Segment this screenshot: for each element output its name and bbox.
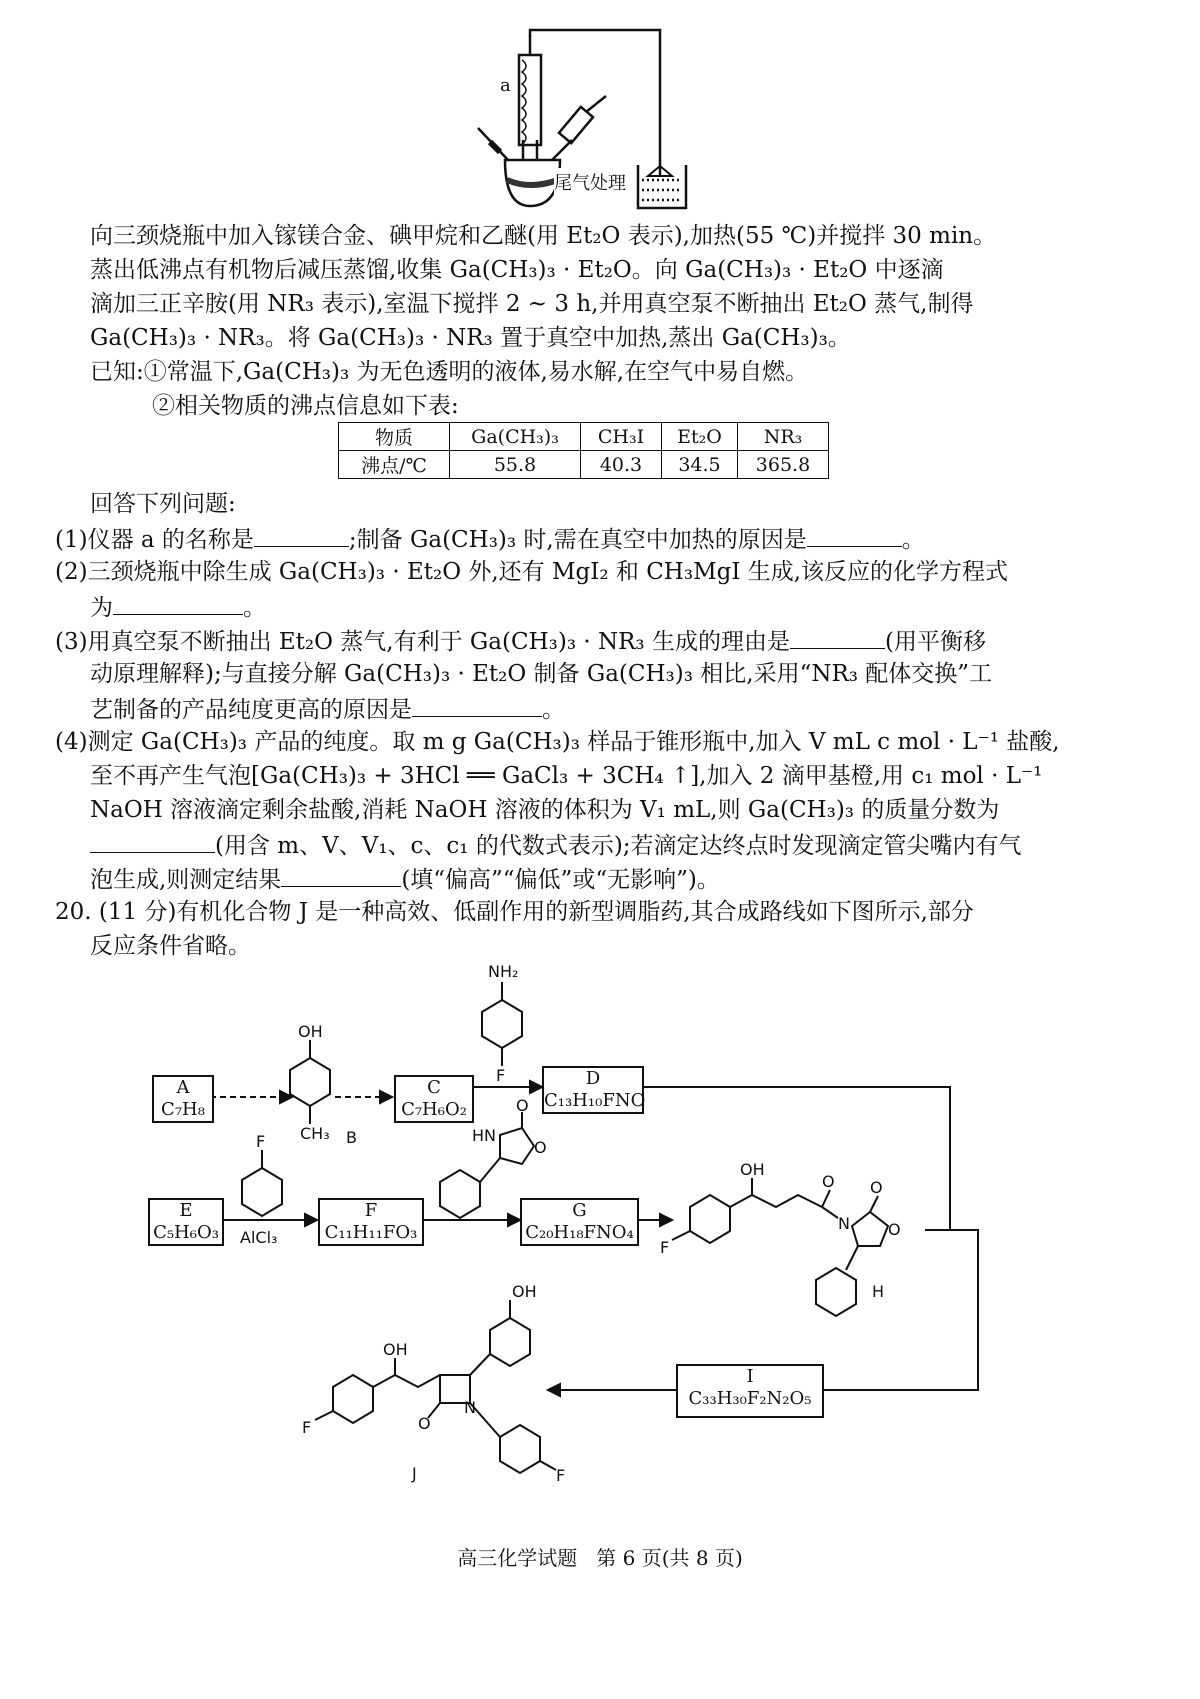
atom-n: N [464,1398,476,1417]
compound-c-box [394,1075,474,1123]
table-header-cell: 物质 [339,423,450,451]
question-4-line-1: (4)测定 Ga(CH₃)₃ 产品的纯度。取 m g Ga(CH₃)₃ 样品于锥形瓶中,加入 V mL c mol · L⁻¹ 盐酸, [55,729,1060,755]
compound-label: D [585,1068,601,1089]
atom-f: F [496,1066,506,1085]
question-3-line-2: 动原理解释);与直接分解 Ga(CH₃)₃ · Et₂O 制备 Ga(CH₃)₃ 相比,采用“NR₃ 配体交换”工 [90,661,993,687]
question-4-line-3: NaOH 溶液滴定剩余盐酸,消耗 NaOH 溶液的体积为 V₁ mL,则 Ga(CH₃)₃ 的质量分数为 [90,797,1000,823]
exhaust-label: 尾气处理 [554,168,626,200]
q3-text-a: (3)用真空泵不断抽出 Et₂O 蒸气,有利于 Ga(CH₃)₃ · NR₃ 生成的理由是 [55,629,790,655]
atom-o: O [534,1138,547,1157]
intro-line-1: 向三颈烧瓶中加入镓镁合金、碘甲烷和乙醚(用 Et₂O 表示),加热(55 ℃)并搅拌 30 min。 [90,223,997,249]
intro-line-2: 蒸出低沸点有机物后减压蒸馏,收集 Ga(CH₃)₃ · Et₂O。向 Ga(CH₃)₃ · Et₂O 中逐滴 [90,257,944,283]
question-20-line-1: 20. (11 分)有机化合物 J 是一种高效、低副作用的新型调脂药,其合成路线如下图所示,部分 [55,899,974,925]
compound-formula: C₇H₆O₂ [401,1099,467,1120]
compound-formula: C₇H₈ [161,1099,205,1120]
compound-a-box [152,1075,214,1123]
compound-j-label: J [412,1464,417,1483]
question-20-line-2: 反应条件省略。 [90,933,251,959]
compound-b-label: B [346,1128,357,1147]
compound-formula: C₂₀H₁₈FNO₄ [525,1222,634,1243]
table-cell: 55.8 [450,451,581,479]
atom-oh: OH [383,1340,408,1359]
q2-text-c: 。 [243,595,266,621]
question-2-line-1: (2)三颈烧瓶中除生成 Ga(CH₃)₃ · Et₂O 外,还有 MgI₂ 和 CH₃MgI 生成,该反应的化学方程式 [55,559,1009,585]
compound-formula: C₁₃H₁₀FNO [544,1090,646,1111]
known-line-1: 已知:①常温下,Ga(CH₃)₃ 为无色透明的液体,易水解,在空气中易自燃。 [90,359,809,385]
atom-f: F [660,1238,670,1257]
q1-text-b: ;制备 Ga(CH₃)₃ 时,需在真空中加热的原因是 [348,527,807,553]
q3-text-e: 。 [542,697,565,723]
compound-label: A [176,1077,190,1098]
compound-g-box [520,1198,639,1246]
atom-oh: OH [740,1160,765,1179]
compound-formula: C₁₁H₁₁FO₃ [324,1222,418,1243]
table-cell: 34.5 [662,451,738,479]
instrument-a-label: a [500,75,511,96]
intro-line-3: 滴加三正辛胺(用 NR₃ 表示),室温下搅拌 2 ~ 3 h,并用真空泵不断抽出 Et₂O 蒸气,制得 [90,291,974,317]
q4-text-d: (用含 m、V、V₁、c、c₁ 的代数式表示);若滴定达终点时发现滴定管尖嘴内有气 [215,833,1022,859]
compound-formula: C₅H₆O₃ [153,1222,219,1243]
q1-text-a: (1)仪器 a 的名称是 [55,527,254,553]
atom-o: O [418,1414,431,1433]
compound-label: E [179,1200,193,1221]
page-footer: 高三化学试题 第 6 页(共 8 页) [457,1546,743,1570]
q1-text-c: 。 [901,527,925,553]
atom-f: F [256,1132,266,1151]
compound-label: C [427,1077,441,1098]
compound-label: G [572,1200,587,1221]
table-cell: 40.3 [581,451,662,479]
atom-f: F [556,1466,566,1485]
table-header-cell: NR₃ [738,423,829,451]
atom-o: O [822,1172,835,1191]
reagent-alcl3: AlCl₃ [240,1228,278,1247]
atom-ch3: CH₃ [300,1124,330,1143]
table-header-cell: CH₃I [581,423,662,451]
questions-lead: 回答下列问题: [90,491,236,517]
q4-text-f: (填“偏高”“偏低”或“无影响”)。 [401,867,720,893]
q2-text-b: 为 [90,595,113,621]
question-4-line-2: 至不再产生气泡[Ga(CH₃)₃ + 3HCl ══ GaCl₃ + 3CH₄ ↑],加入 2 滴甲基橙,用 c₁ mol · L⁻¹ [90,763,1043,789]
compound-h-label: H [872,1282,885,1301]
atom-n: N [838,1214,850,1233]
atom-oh: OH [298,1022,323,1041]
compound-d-box [542,1066,644,1114]
compound-formula: C₃₃H₃₀F₂N₂O₅ [688,1388,812,1409]
compound-label: I [746,1366,754,1387]
intro-line-4: Ga(CH₃)₃ · NR₃。将 Ga(CH₃)₃ · NR₃ 置于真空中加热,蒸出 Ga(CH₃)₃。 [90,325,851,351]
table-cell: 365.8 [738,451,829,479]
atom-o: O [870,1178,883,1197]
table-header-cell: Et₂O [662,423,738,451]
atom-o: O [888,1220,901,1239]
atom-hn: HN [472,1126,496,1145]
atom-o: O [516,1096,529,1115]
table-header-cell: Ga(CH₃)₃ [450,423,581,451]
compound-f-box [318,1198,424,1246]
atom-nh2: NH₂ [488,962,519,981]
atom-f: F [302,1418,312,1437]
compound-i-box [676,1364,824,1418]
compound-e-box [148,1198,224,1246]
atom-oh: OH [512,1282,537,1301]
q3-text-d: 艺制备的产品纯度更高的原因是 [90,697,412,723]
compound-label: F [364,1200,378,1221]
known-line-2: ②相关物质的沸点信息如下表: [152,393,459,419]
q4-text-e: 泡生成,则测定结果 [90,867,282,893]
table-cell: 沸点/℃ [339,451,450,479]
q3-text-b: (用平衡移 [884,629,986,655]
